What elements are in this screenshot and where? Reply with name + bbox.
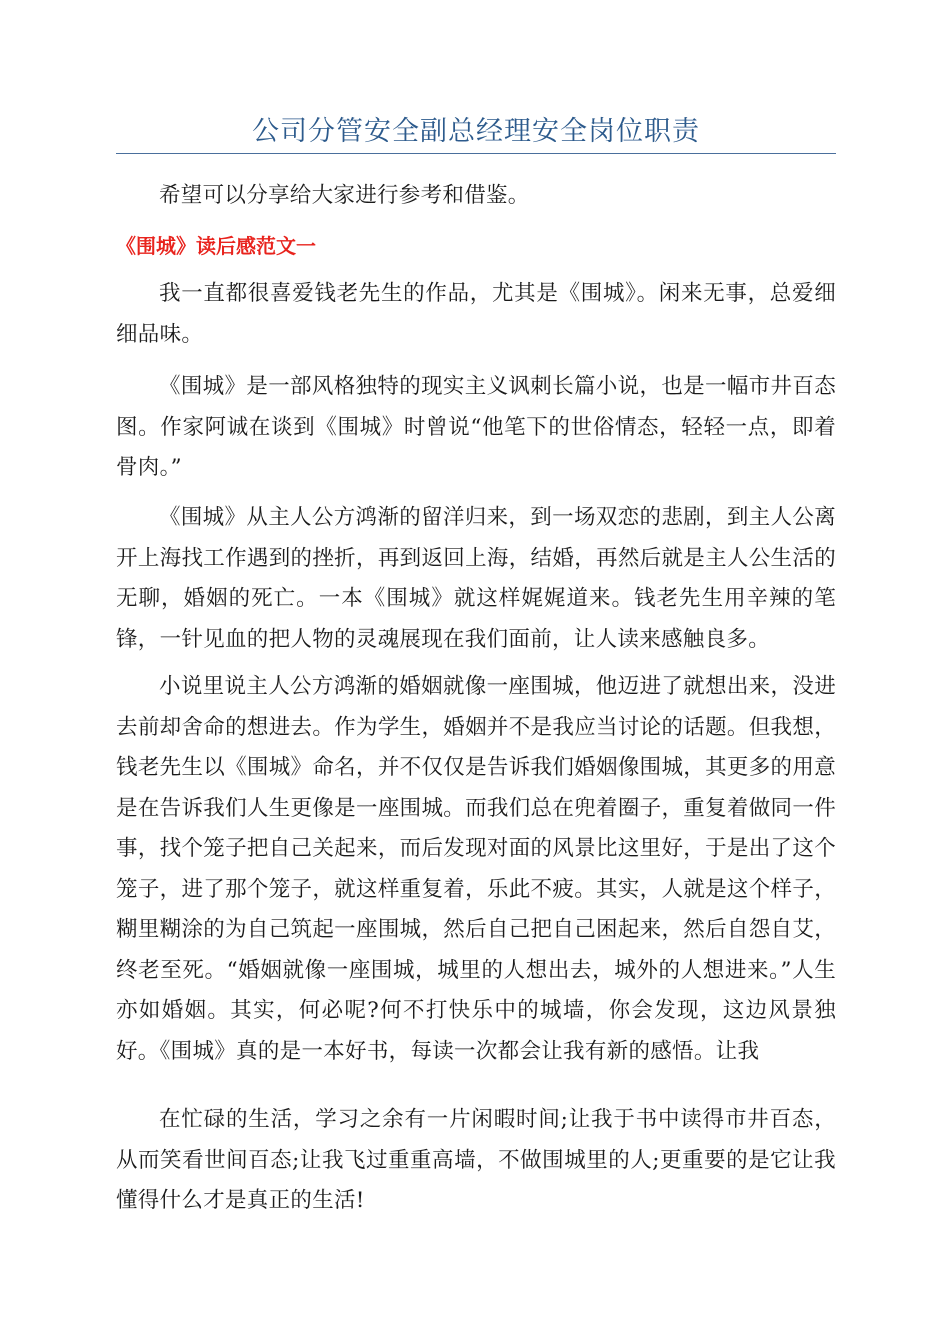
body-paragraph-3: 《围城》从主人公方鸿渐的留洋归来，到一场双恋的悲剧，到主人公离开上海找工作遇到的挫折，再到返回上海，结婚，再然后就是主人公生活的无聊，婚姻的死亡。一本《围城》就这样娓娓道来。钱老先生用辛辣的笔锋，一针见血的把人物的灵魂展现在我们面前，让人读来感触良多。 [116, 505, 836, 652]
body-paragraph-1: 我一直都很喜爱钱老先生的作品，尤其是《围城》。闲来无事，总爱细细品味。 [116, 281, 836, 347]
body-paragraph-4: 小说里说主人公方鸿渐的婚姻就像一座围城，他迈进了就想出来，没进去前却舍命的想进去。作为学生，婚姻并不是我应当讨论的话题。但我想，钱老先生以《围城》命名，并不仅仅是告诉我们婚姻像围城，其更多的用意是在告诉我们人生更像是一座围城。而我们总在兜着圈子，重复着做同一件事，找个笼子把自己关起来，而后发现对面的风景比这里好，于是出了这个笼子，进了那个笼子，就这样重复着，乐此不疲。其实，人就是这个样子，糊里糊涂的为自己筑起一座围城，然后自己把自己困起来，然后自怨自艾，终老至死。“婚姻就像一座围城，城里的人想出去，城外的人想进来。”人生亦如婚姻。其实，何必呢?何不打快乐中的城墙，你会发现，这边风景独好。《围城》真的是一本好书，每读一次都会让我有新的感悟。让我 [116, 674, 836, 1064]
document-title: 公司分管安全副总经理安全岗位职责 [252, 116, 700, 147]
title-underline [116, 153, 836, 154]
intro-paragraph: 希望可以分享给大家进行参考和借鉴。 [159, 183, 530, 208]
body-paragraph-5: 在忙碌的生活，学习之余有一片闲暇时间;让我于书中读得市井百态，从而笑看世间百态;让我飞过重重高墙，不做围城里的人;更重要的是它让我懂得什么才是真正的生活! [116, 1107, 836, 1213]
body-paragraph-2: 《围城》是一部风格独特的现实主义讽刺长篇小说，也是一幅市井百态图。作家阿诚在谈到《围城》时曾说“他笔下的世俗情态，轻轻一点，即着骨肉。” [116, 374, 836, 480]
section-heading: 《围城》读后感范文一 [116, 234, 316, 258]
